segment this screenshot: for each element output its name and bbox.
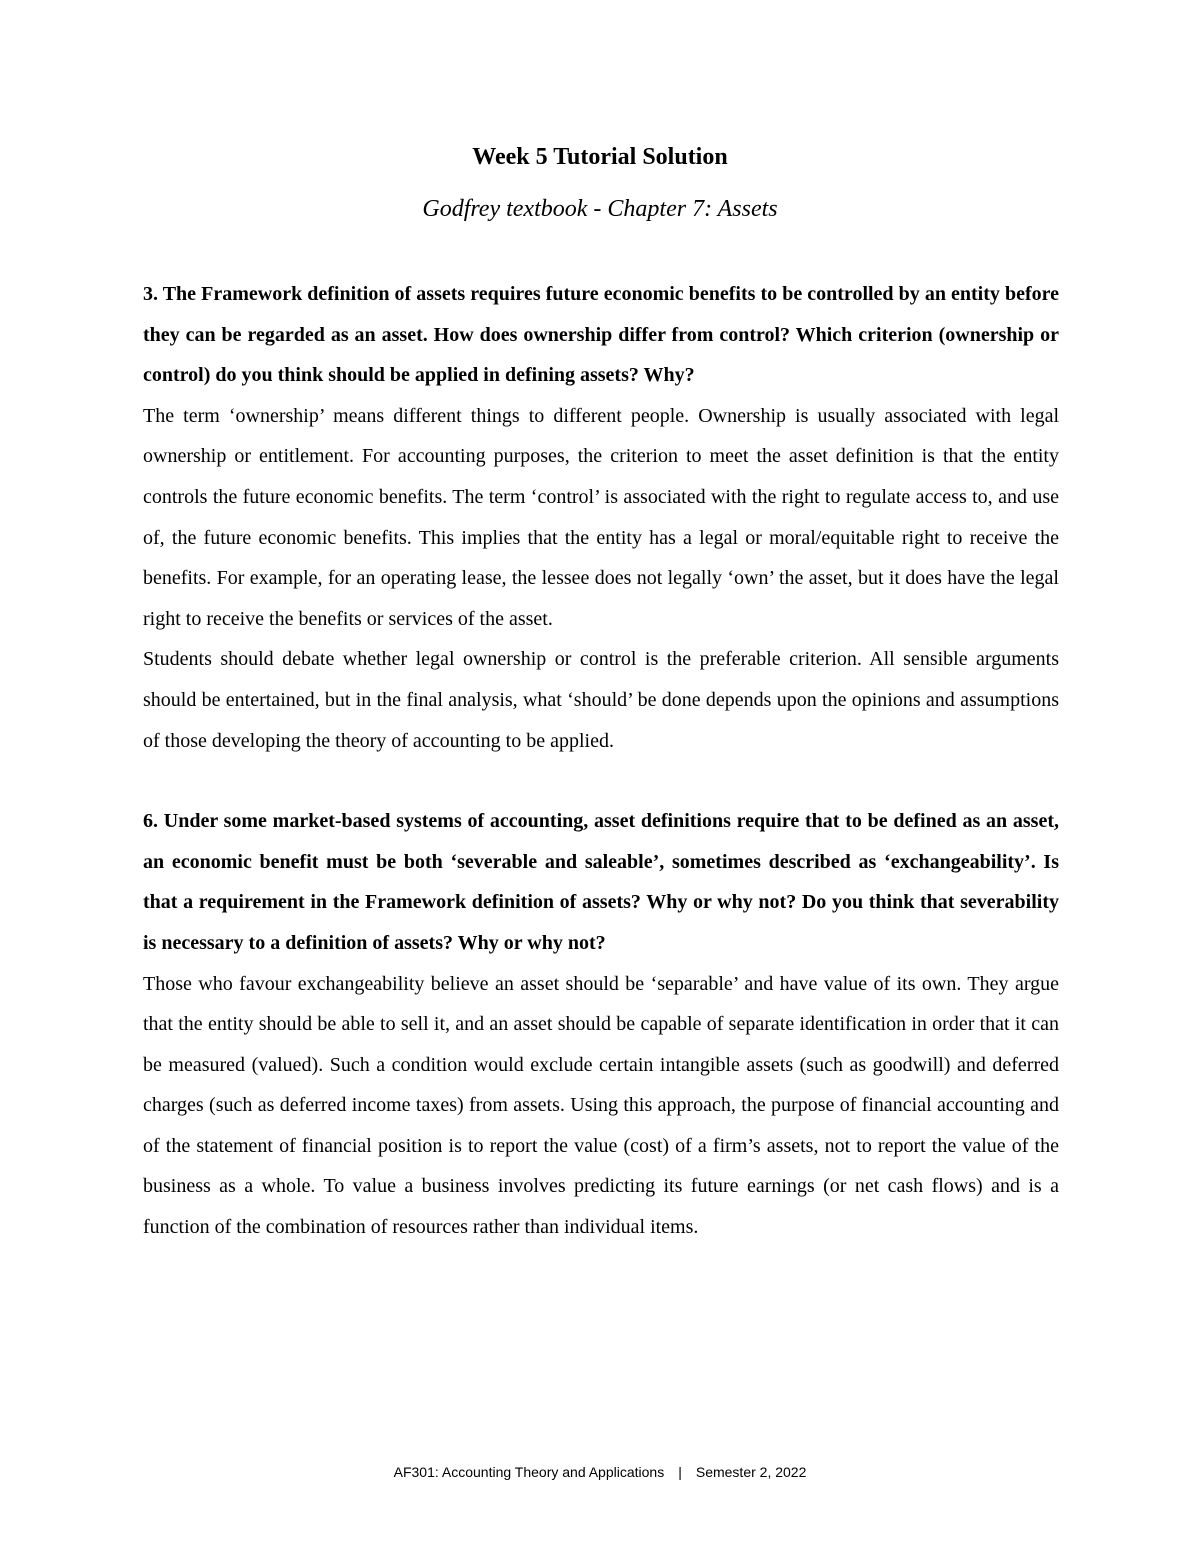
question-heading: 3. The Framework definition of assets requires future economic benefits to be controlled by an entity before they can be regarded as an asset. How does ownership differ from control? Which criterion (ownership or control) do you think should be applied in defining assets? Why? [143, 283, 1059, 387]
answer-paragraph: Those who favour exchangeability believe an asset should be ‘separable’ and have value of its own. They argue that the entity should be able to sell it, and an asset should be capable of separate identification in order that it can be measured (valued). Such a condition would exclude certain intangible assets (such as goodwill) and deferred charges (such as deferred income taxes) from assets. Using this approach, the purpose of financial accounting and of the statement of financial position is to report the value (cost) of a firm’s assets, not to report the value of the business as a whole. To value a business involves predicting its future earnings (or net cash flows) and is a function of the combination of resources rather than individual items. [143, 972, 1059, 1239]
footer-separator: | [678, 1464, 682, 1480]
question-heading: 6. Under some market-based systems of accounting, asset definitions require that to be defined as an asset, an economic benefit must be both ‘severable and saleable’, sometimes described as ‘exchangeability’. Is that a requirement in the Framework definition of assets? Why or why not? Do you think that severability is necessary to a definition of assets? Why or why not? [143, 810, 1059, 954]
section-question-6 [143, 801, 1059, 1248]
footer-course: AF301: Accounting Theory and Applications [393, 1464, 665, 1480]
document-subtitle: Godfrey textbook - Chapter 7: Assets [422, 196, 778, 222]
answer-paragraph: The term ‘ownership’ means different things to different people. Ownership is usually associated with legal ownership or entitlement. For accounting purposes, the criterion to meet the asset definition is that the entity controls the future economic benefits. The term ‘control’ is associated with the right to regulate access to, and use of, the future economic benefits. This implies that the entity has a legal or moral/equitable right to receive the benefits. For example, for an operating lease, the lessee does not legally ‘own’ the asset, but it does have the legal right to receive the benefits or services of the asset. [143, 404, 1059, 630]
page-footer [0, 1462, 1200, 1482]
section-spacer [143, 761, 1059, 801]
document-body [143, 274, 1059, 1248]
answer-paragraph: Students should debate whether legal ownership or control is the preferable criterion. All sensible arguments should be entertained, but in the final analysis, what ‘should’ be done depends upon the opinions and assumptions of those developing the theory of accounting to be applied. [143, 648, 1059, 752]
footer-semester: Semester 2, 2022 [695, 1464, 807, 1480]
document-title: Week 5 Tutorial Solution [472, 144, 728, 170]
section-question-3 [143, 274, 1059, 761]
